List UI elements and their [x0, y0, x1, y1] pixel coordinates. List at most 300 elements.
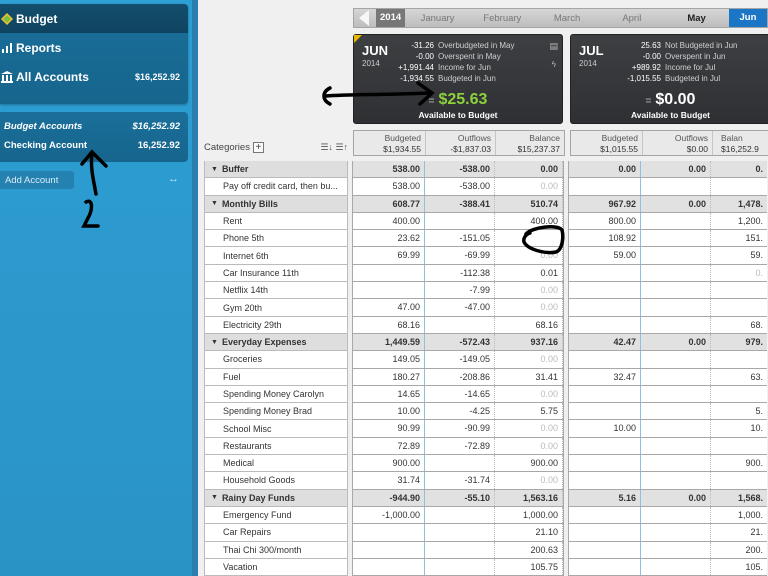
jul-cells	[568, 455, 767, 472]
category-name[interactable]	[204, 507, 348, 524]
corner-flag-icon	[354, 35, 362, 43]
category-group-row[interactable]	[204, 196, 768, 213]
jun-balance-cell: 0.00	[495, 420, 563, 436]
category-label: Car Insurance 11th	[223, 267, 299, 278]
jun-outflows-cell: -69.99	[425, 247, 495, 263]
jul-outflows-header[interactable]	[643, 131, 713, 155]
jul-budgeted-cell[interactable]: 967.92	[569, 196, 641, 212]
jun-outflows-cell: -14.65	[425, 386, 495, 402]
jul-outflows-cell	[641, 524, 711, 540]
month-selector	[353, 8, 768, 28]
jun-budgeted-cell[interactable]: 69.99	[353, 247, 425, 263]
category-label: Thai Chi 300/month	[223, 544, 302, 555]
category-row[interactable]	[204, 403, 768, 420]
jul-balance-cell: 1,568.	[711, 490, 767, 506]
jul-budgeted-cell[interactable]	[569, 507, 641, 523]
category-row[interactable]	[204, 369, 768, 386]
jun-balance-cell: 0.00	[495, 282, 563, 298]
jun-balance-cell: 0.00	[495, 178, 563, 194]
jul-cells	[568, 265, 767, 282]
jul-balance-cell: 979.	[711, 334, 767, 350]
header-total: -$1,837.03	[450, 144, 491, 154]
category-name[interactable]	[204, 403, 348, 420]
summary-value: -0.00	[415, 52, 434, 61]
jul-budgeted-cell[interactable]	[569, 455, 641, 471]
jun-cells	[352, 334, 564, 351]
category-label: Electricity 29th	[223, 319, 282, 330]
jul-cells	[568, 403, 767, 420]
prev-year-arrow-icon[interactable]	[354, 8, 376, 28]
jun-balance-cell: 0.00	[495, 351, 563, 367]
jul-balance-cell: 59.	[711, 247, 767, 263]
jun-cells	[352, 472, 564, 489]
jul-outflows-cell	[641, 420, 711, 436]
jul-outflows-cell: 0.00	[641, 196, 711, 212]
reports-icon	[1, 42, 13, 54]
jun-balance-cell: 1,563.16	[495, 490, 563, 506]
month-may[interactable]: May	[687, 12, 706, 24]
jul-balance-cell	[711, 472, 767, 488]
category-name[interactable]	[204, 420, 348, 437]
budget-main	[198, 0, 768, 576]
jun-balance-cell: 0.00	[495, 438, 563, 454]
jun-budgeted-cell[interactable]	[353, 282, 425, 298]
jun-cells	[352, 386, 564, 403]
category-row[interactable]	[204, 351, 768, 368]
jul-outflows-cell	[641, 317, 711, 333]
jul-outflows-cell	[641, 178, 711, 194]
jun-budgeted-cell[interactable]: 14.65	[353, 386, 425, 402]
category-name[interactable]	[204, 438, 348, 455]
jul-balance-cell: 1,478.	[711, 196, 767, 212]
category-label: Everyday Expenses	[221, 337, 307, 348]
card-summary	[382, 40, 542, 84]
category-group-row[interactable]	[204, 334, 768, 351]
month-march[interactable]: March	[553, 12, 581, 24]
jul-balance-cell	[711, 178, 767, 194]
category-label: School Misc	[223, 423, 272, 434]
jun-outflows-cell: -72.89	[425, 438, 495, 454]
jun-outflows-cell: -572.43	[425, 334, 495, 350]
jun-cells	[352, 230, 564, 247]
nav-panel	[0, 4, 188, 104]
summary-value: 25.63	[640, 41, 661, 50]
jun-outflows-header[interactable]	[426, 131, 496, 155]
nav-label: Budget	[16, 11, 58, 26]
category-group-row[interactable]	[204, 161, 768, 178]
jun-budgeted-cell[interactable]: 31.74	[353, 472, 425, 488]
category-label: Pay off credit card, then bu...	[223, 181, 338, 192]
jun-balance-cell: 0.00	[495, 299, 563, 315]
jul-cells	[568, 299, 767, 316]
card-month: JUN	[362, 43, 389, 58]
summary-value: -0.00	[642, 52, 661, 61]
jun-budgeted-cell[interactable]: -1,000.00	[353, 507, 425, 523]
jul-balance-cell	[711, 386, 767, 402]
category-name[interactable]	[204, 455, 348, 472]
jul-cells	[568, 490, 767, 507]
summary-value: +989.92	[631, 63, 661, 72]
collapse-triangle-icon[interactable]: ▼	[211, 165, 218, 173]
category-label: Medical	[223, 458, 255, 469]
jun-budgeted-cell[interactable]	[353, 542, 425, 558]
category-name[interactable]	[204, 524, 348, 541]
available-to-budget-label: Available to Budget	[418, 110, 498, 120]
jul-budgeted-header[interactable]	[571, 131, 643, 155]
jun-cells	[352, 299, 564, 316]
jun-budgeted-cell[interactable]: 47.00	[353, 299, 425, 315]
jun-balance-cell	[495, 230, 563, 246]
month-june[interactable]: Jun	[729, 9, 767, 27]
nav-item-budget[interactable]	[0, 4, 188, 33]
jun-cells	[352, 161, 564, 178]
jul-cells	[568, 386, 767, 403]
jun-balance-cell: 105.75	[495, 559, 563, 575]
month-february[interactable]: February	[483, 12, 522, 24]
jun-outflows-cell	[425, 559, 495, 575]
jun-outflows-cell	[425, 455, 495, 471]
month-april[interactable]: April	[622, 12, 642, 24]
jun-column-headers	[353, 130, 565, 156]
category-row[interactable]	[204, 265, 768, 282]
category-group-row[interactable]	[204, 490, 768, 507]
lightning-icon[interactable]: ϟ	[551, 60, 556, 69]
category-name[interactable]	[204, 317, 348, 334]
jul-budgeted-cell[interactable]	[569, 178, 641, 194]
jul-balance-cell: 0.	[711, 161, 767, 177]
jun-cells	[352, 178, 564, 195]
category-label: Rent	[223, 216, 243, 227]
jun-budgeted-cell[interactable]: -944.90	[353, 490, 425, 506]
category-name[interactable]	[204, 247, 348, 264]
jun-cells	[352, 265, 564, 282]
jul-budgeted-cell[interactable]	[569, 438, 641, 454]
summary-label: Not Budgeted in Jun	[665, 41, 738, 50]
category-name[interactable]	[204, 299, 348, 316]
summary-value: -1,015.55	[627, 74, 661, 83]
jun-balance-cell: 937.16	[495, 334, 563, 350]
jun-budgeted-cell[interactable]: 90.99	[353, 420, 425, 436]
category-name[interactable]	[204, 213, 348, 230]
jul-cells	[568, 317, 767, 334]
jul-cells	[568, 507, 767, 524]
category-name[interactable]	[204, 230, 348, 247]
category-label: Fuel	[223, 371, 241, 382]
jun-budgeted-cell[interactable]: 1,449.59	[353, 334, 425, 350]
jul-cells	[568, 247, 767, 264]
jun-cells	[352, 507, 564, 524]
available-value: $25.63	[438, 91, 488, 108]
jun-outflows-cell: -151.05	[425, 230, 495, 246]
header-title: Budgeted	[601, 133, 638, 143]
sort-icons[interactable]: ☰↓ ☰↑	[320, 141, 348, 152]
jul-budgeted-cell[interactable]	[569, 472, 641, 488]
jun-budgeted-cell[interactable]: 608.77	[353, 196, 425, 212]
jul-cells	[568, 161, 767, 178]
jul-cells	[568, 438, 767, 455]
jun-budgeted-cell[interactable]: 149.05	[353, 351, 425, 367]
jun-budgeted-cell[interactable]: 400.00	[353, 213, 425, 229]
category-name[interactable]	[204, 178, 348, 195]
month-card-jul	[570, 34, 768, 124]
add-account-button[interactable]: Add Account	[0, 171, 74, 189]
summary-label: Overbudgeted in May	[438, 41, 515, 50]
jul-outflows-cell	[641, 438, 711, 454]
jul-budgeted-cell[interactable]	[569, 559, 641, 575]
category-name[interactable]	[204, 369, 348, 386]
category-row[interactable]	[204, 559, 768, 576]
header-title: Outflows	[674, 133, 708, 143]
category-row[interactable]	[204, 438, 768, 455]
sidebar	[0, 0, 192, 576]
jun-balance-cell: 1,000.00	[495, 507, 563, 523]
nav-item-reports[interactable]	[0, 33, 188, 62]
header-title: Budgeted	[384, 133, 421, 143]
jun-cells	[352, 490, 564, 507]
jul-budgeted-cell[interactable]: 5.16	[569, 490, 641, 506]
available-value: $0.00	[655, 91, 696, 108]
jun-outflows-cell	[425, 507, 495, 523]
year-label[interactable]: 2014	[376, 9, 405, 27]
category-label: Vacation	[223, 561, 258, 572]
budget-accounts-header[interactable]	[0, 117, 188, 136]
header-total: $16,252.9	[721, 144, 759, 154]
jul-budgeted-cell[interactable]: 32.47	[569, 369, 641, 385]
jul-cells	[568, 351, 767, 368]
jul-balance-cell: 21.	[711, 524, 767, 540]
jun-outflows-cell	[425, 542, 495, 558]
jul-balance-cell: 0.	[711, 265, 767, 281]
jul-cells	[568, 542, 767, 559]
jun-balance-cell: 21.10	[495, 524, 563, 540]
category-row[interactable]	[204, 230, 768, 247]
category-row[interactable]	[204, 299, 768, 316]
notes-icon[interactable]: ▤	[549, 41, 558, 51]
collapse-triangle-icon[interactable]: ▼	[211, 494, 218, 502]
category-label: Rainy Day Funds	[221, 492, 295, 503]
jun-outflows-cell: -7.99	[425, 282, 495, 298]
jul-balance-cell: 1,200.	[711, 213, 767, 229]
jul-budgeted-cell[interactable]	[569, 386, 641, 402]
category-label: Internet 6th	[223, 250, 269, 261]
jul-balance-cell	[711, 351, 767, 367]
categories-label: Categories	[204, 141, 250, 153]
jun-budgeted-cell[interactable]	[353, 265, 425, 281]
jun-budgeted-cell[interactable]	[353, 524, 425, 540]
jul-cells	[568, 420, 767, 437]
category-row[interactable]	[204, 178, 768, 195]
jul-budgeted-cell[interactable]	[569, 317, 641, 333]
jul-outflows-cell	[641, 455, 711, 471]
jun-budgeted-cell[interactable]: 68.16	[353, 317, 425, 333]
category-name[interactable]	[204, 542, 348, 559]
accounts-panel	[0, 112, 188, 162]
jun-budgeted-cell[interactable]: 180.27	[353, 369, 425, 385]
card-summary	[609, 40, 768, 84]
category-name[interactable]	[204, 265, 348, 282]
jul-budgeted-cell[interactable]: 10.00	[569, 420, 641, 436]
jul-budgeted-cell[interactable]	[569, 299, 641, 315]
category-name[interactable]	[204, 161, 348, 178]
jul-budgeted-cell[interactable]: 108.92	[569, 230, 641, 246]
category-name[interactable]	[204, 559, 348, 576]
jul-outflows-cell	[641, 299, 711, 315]
jul-outflows-cell: 0.00	[641, 334, 711, 350]
jul-balance-cell: 10.	[711, 420, 767, 436]
category-name[interactable]	[204, 490, 348, 507]
jul-balance-cell: 63.	[711, 369, 767, 385]
jul-cells	[568, 369, 767, 386]
category-row[interactable]	[204, 386, 768, 403]
category-row[interactable]	[204, 317, 768, 334]
jul-outflows-cell	[641, 369, 711, 385]
summary-value: +1,991.44	[398, 63, 434, 72]
month-january[interactable]: January	[420, 12, 455, 24]
category-name[interactable]	[204, 334, 348, 351]
jun-budgeted-cell[interactable]: 900.00	[353, 455, 425, 471]
jun-cells	[352, 542, 564, 559]
jul-outflows-cell: 0.00	[641, 161, 711, 177]
category-row[interactable]	[204, 420, 768, 437]
jun-cells	[352, 196, 564, 213]
category-row[interactable]	[204, 542, 768, 559]
category-name[interactable]	[204, 282, 348, 299]
category-label: Spending Money Brad	[223, 406, 313, 417]
jul-balance-cell	[711, 282, 767, 298]
nav-label: Reports	[16, 40, 62, 55]
jul-cells	[568, 559, 767, 576]
category-row[interactable]	[204, 524, 768, 541]
bank-icon	[1, 71, 13, 83]
summary-value: -1,934.55	[400, 74, 434, 83]
jun-cells	[352, 524, 564, 541]
jun-outflows-cell: -112.38	[425, 265, 495, 281]
jun-balance-header[interactable]	[496, 131, 564, 155]
category-name[interactable]	[204, 196, 348, 213]
jun-budgeted-cell[interactable]: 538.00	[353, 161, 425, 177]
jun-balance-cell: 400.00	[495, 213, 563, 229]
jun-balance-cell: 31.41	[495, 369, 563, 385]
jul-budgeted-cell[interactable]: 42.47	[569, 334, 641, 350]
jun-budgeted-cell[interactable]	[353, 559, 425, 575]
jun-balance-cell: 0.00	[495, 386, 563, 402]
card-year: 2014	[579, 59, 597, 68]
category-label: Household Goods	[223, 475, 296, 486]
jul-balance-cell: 900.	[711, 455, 767, 471]
category-name[interactable]	[204, 472, 348, 489]
jun-outflows-cell: -388.41	[425, 196, 495, 212]
budget-accounts-label: Budget Accounts	[4, 121, 83, 132]
jul-outflows-cell	[641, 282, 711, 298]
header-title: Balan	[721, 133, 743, 143]
jul-budgeted-cell[interactable]	[569, 265, 641, 281]
jun-budgeted-header[interactable]	[354, 131, 426, 155]
jul-balance-header[interactable]	[713, 131, 768, 155]
category-row[interactable]	[204, 455, 768, 472]
jul-outflows-cell	[641, 351, 711, 367]
account-label: Checking Account	[4, 140, 88, 151]
account-checking[interactable]	[0, 136, 188, 155]
jul-cells	[568, 524, 767, 541]
jul-budgeted-cell[interactable]	[569, 282, 641, 298]
category-row[interactable]	[204, 213, 768, 230]
collapse-triangle-icon[interactable]: ▼	[211, 200, 218, 208]
jun-outflows-cell: -55.10	[425, 490, 495, 506]
jul-balance-cell: 151.	[711, 230, 767, 246]
jul-budgeted-cell[interactable]	[569, 524, 641, 540]
summary-value: -31.26	[411, 41, 434, 50]
category-label: Emergency Fund	[223, 510, 292, 521]
jun-budgeted-cell[interactable]: 10.00	[353, 403, 425, 419]
jul-budgeted-cell[interactable]	[569, 351, 641, 367]
categories-header	[204, 138, 348, 156]
header-total: $1,015.55	[600, 144, 638, 154]
jul-cells	[568, 472, 767, 489]
category-label: Car Repairs	[223, 527, 272, 538]
jun-balance-cell: 68.16	[495, 317, 563, 333]
jun-outflows-cell	[425, 524, 495, 540]
jul-outflows-cell	[641, 265, 711, 281]
category-name[interactable]	[204, 351, 348, 368]
category-label: Gym 20th	[223, 302, 263, 313]
category-row[interactable]	[204, 247, 768, 264]
jul-budgeted-cell[interactable]	[569, 542, 641, 558]
jul-balance-cell	[711, 438, 767, 454]
jul-outflows-cell	[641, 542, 711, 558]
category-row[interactable]	[204, 282, 768, 299]
collapse-triangle-icon[interactable]: ▼	[211, 338, 218, 346]
jul-budgeted-cell[interactable]: 0.00	[569, 161, 641, 177]
summary-label: Budgeted in Jun	[438, 74, 496, 83]
resize-arrows-icon[interactable]: ↔	[168, 173, 179, 185]
jun-balance-cell: 5.75	[495, 403, 563, 419]
jun-cells	[352, 559, 564, 576]
add-category-icon[interactable]: +	[253, 142, 264, 153]
jun-cells	[352, 282, 564, 299]
category-row[interactable]	[204, 507, 768, 524]
summary-label: Income for Jul	[665, 63, 716, 72]
category-name[interactable]	[204, 386, 348, 403]
category-row[interactable]	[204, 472, 768, 489]
jul-balance-cell: 105.	[711, 559, 767, 575]
jul-cells	[568, 282, 767, 299]
jun-outflows-cell: -538.00	[425, 178, 495, 194]
jul-cells	[568, 196, 767, 213]
jul-budgeted-cell[interactable]: 800.00	[569, 213, 641, 229]
jul-balance-cell: 200.	[711, 542, 767, 558]
jul-outflows-cell	[641, 403, 711, 419]
jul-budgeted-cell[interactable]	[569, 403, 641, 419]
summary-label: Income for Jun	[438, 63, 491, 72]
jun-cells	[352, 403, 564, 420]
jul-outflows-cell	[641, 507, 711, 523]
jul-cells	[568, 334, 767, 351]
jul-balance-cell	[711, 299, 767, 315]
nav-amount: $16,252.92	[134, 71, 180, 82]
jun-balance-cell: 0.00	[495, 472, 563, 488]
jul-budgeted-cell[interactable]: 59.00	[569, 247, 641, 263]
nav-item-all-accounts[interactable]	[0, 62, 188, 91]
jun-budgeted-cell[interactable]: 72.89	[353, 438, 425, 454]
jun-budgeted-cell[interactable]: 23.62	[353, 230, 425, 246]
header-total: $15,237.37	[517, 144, 560, 154]
jul-cells	[568, 178, 767, 195]
jun-cells	[352, 247, 564, 264]
category-label: Buffer	[221, 164, 249, 175]
jun-budgeted-cell[interactable]: 538.00	[353, 178, 425, 194]
available-to-budget-label: Available to Budget	[630, 110, 711, 120]
budget-accounts-amount: $16,252.92	[132, 121, 180, 132]
